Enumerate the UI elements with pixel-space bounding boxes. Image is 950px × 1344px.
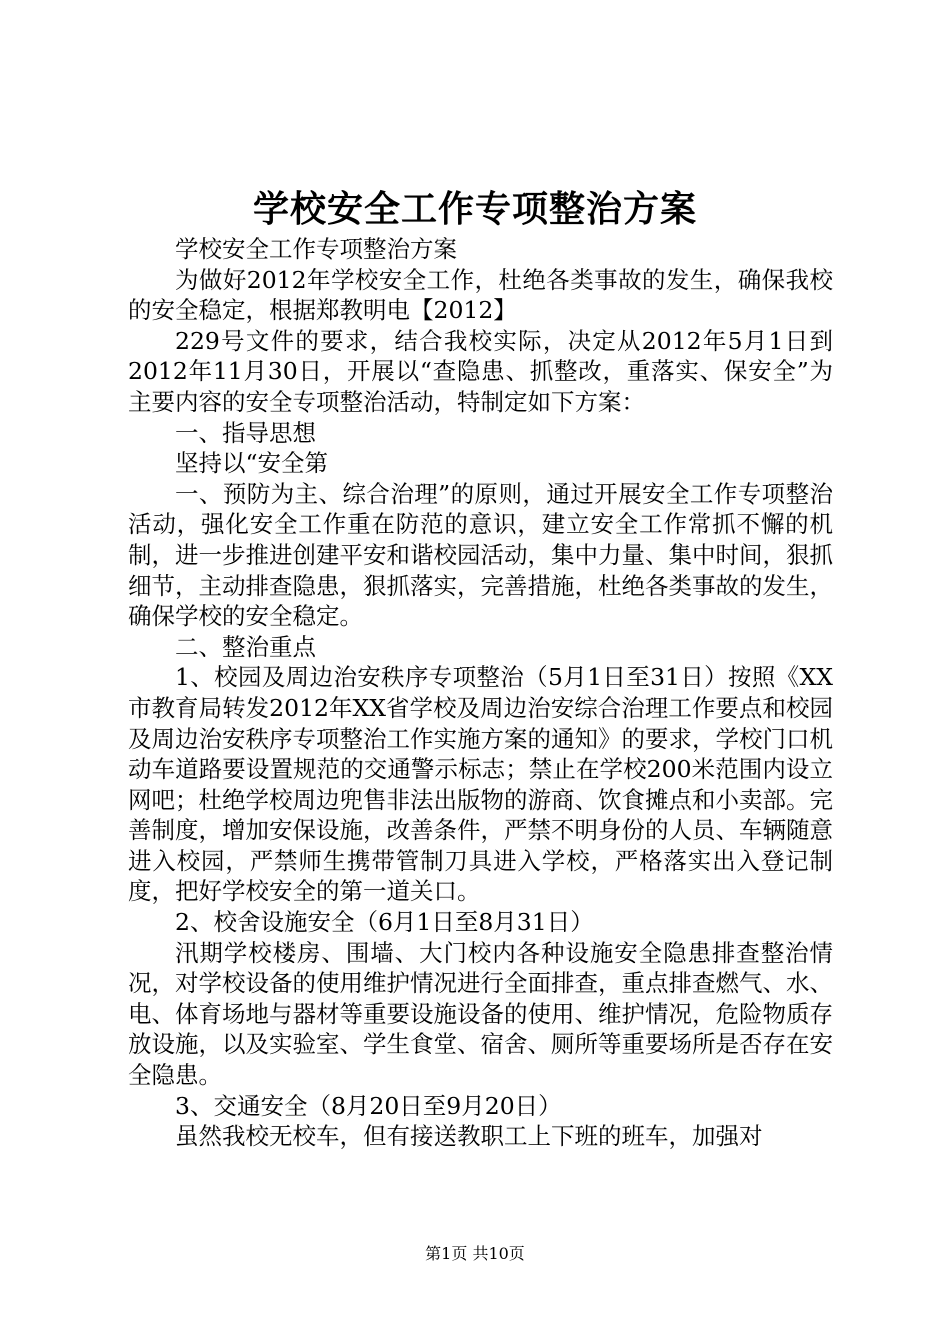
paragraph: 坚持以“安全第 — [175, 449, 329, 478]
sub-heading: 3、交通安全（8月20日至9月20日） — [175, 1091, 562, 1120]
page-footer: 第1页 共10页 — [425, 1244, 525, 1263]
paragraph: 学校安全工作专项整治方案 — [175, 235, 457, 263]
document-body — [128, 234, 833, 1152]
paragraph: 1、校园及周边治安秩序专项整治（5月1日至31日）按照《XX市教育局转发2012年XX省学校及周边治安综合治理工作要点和校园及周边治安秩序专项整治工作实施方案的通知》的要求，学校门口机动车道路要设置规范的交通警示标志；禁止在学校200米范围内设立网吧；杜绝学校周边兜售非法出版物的游商、饮食摊点和小卖部。完善制度，增加安保设施，改善条件，严禁不明身份的人员、车辆随意进入校园，严禁师生携带管制刀具进入学校，严格落实出入登记制度，把好学校安全的第一道关口。 — [128, 663, 833, 906]
section-heading: 二、整治重点 — [175, 632, 316, 661]
document-title: 学校安全工作专项整治方案 — [252, 188, 697, 230]
paragraph: 229号文件的要求，结合我校实际，决定从2012年5月1日到2012年11月30日，开展以“查隐患、抓整改，重落实、保安全”为主要内容的安全专项整治活动，特制定如下方案： — [128, 326, 833, 416]
paragraph: 一、预防为主、综合治理”的原则，通过开展安全工作专项整治活动，强化安全工作重在防范的意识，建立安全工作常抓不懈的机制，进一步推进创建平安和谐校园活动，集中力量、集中时间，狠抓细节，主动排查隐患，狠抓落实，完善措施，杜绝各类事故的发生，确保学校的安全稳定。 — [128, 479, 833, 631]
paragraph: 虽然我校无校车，但有接送教职工上下班的班车，加强对 — [175, 1122, 763, 1151]
paragraph: 汛期学校楼房、围墙、大门校内各种设施安全隐患排查整治情况，对学校设备的使用维护情况进行全面排查，重点排查燃气、水、电、体育场地与器材等重要设施设备的使用、维护情况，危险物质存放设施，以及实验室、学生食堂、宿舍、厕所等重要场所是否存在安全隐患。 — [128, 938, 833, 1090]
sub-heading: 2、校舍设施安全（6月1日至8月31日） — [175, 908, 594, 937]
paragraph: 为做好2012年学校安全工作，杜绝各类事故的发生，确保我校的安全稳定，根据郑教明电【2012】 — [128, 265, 833, 325]
section-heading: 一、指导思想 — [175, 418, 316, 447]
